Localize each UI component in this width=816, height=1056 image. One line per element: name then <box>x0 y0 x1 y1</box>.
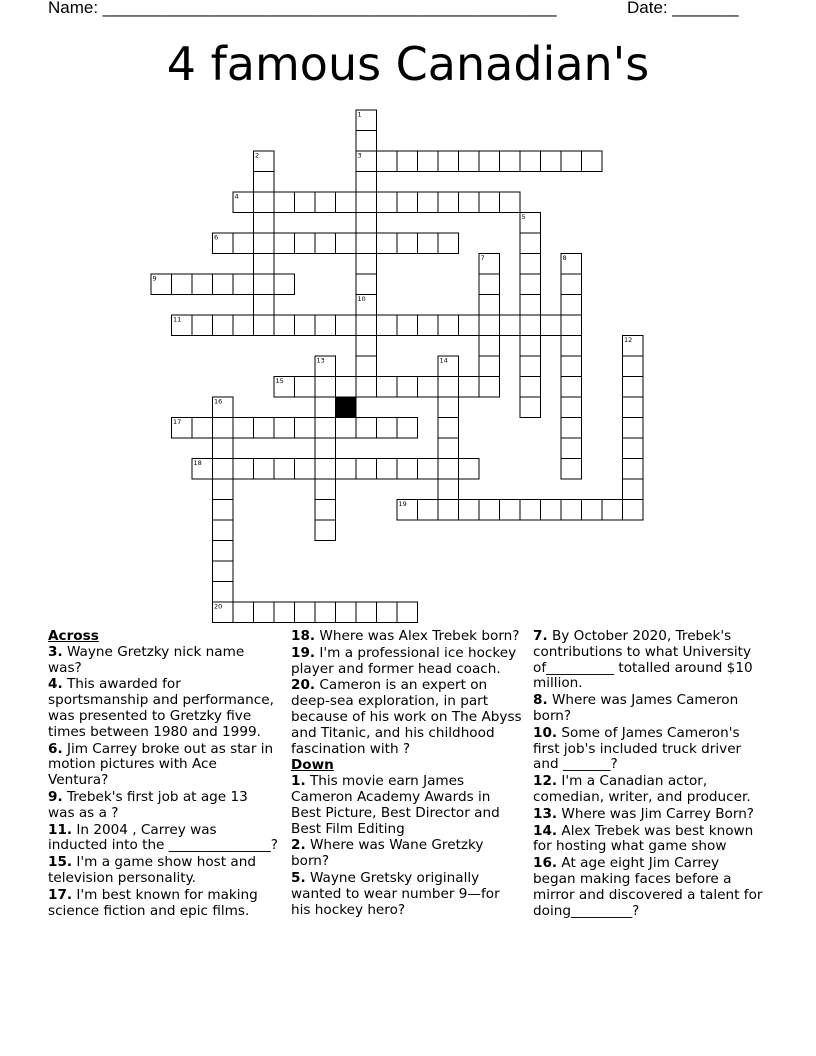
grid-cell[interactable] <box>315 418 336 439</box>
grid-cell[interactable] <box>397 459 418 480</box>
grid-cell[interactable] <box>459 377 480 398</box>
grid-cell[interactable] <box>520 254 541 275</box>
clue-number-label: 10. <box>533 724 558 741</box>
grid-cell[interactable] <box>315 520 336 541</box>
grid-cell[interactable] <box>295 315 316 336</box>
grid-cell[interactable] <box>623 500 644 521</box>
clue-number: 19 <box>398 500 407 508</box>
grid-cell[interactable] <box>459 500 480 521</box>
grid-cell[interactable] <box>397 192 418 213</box>
clue-number: 16 <box>214 397 223 406</box>
clue-text: I'm a Canadian actor, comedian, writer, and producer. <box>533 773 751 805</box>
clue-number: 10 <box>357 295 366 303</box>
grid-cell[interactable] <box>459 315 480 336</box>
grid-cell[interactable] <box>315 315 336 336</box>
clue-number-label: 15. <box>48 854 73 871</box>
grid-cell[interactable] <box>213 582 234 603</box>
grid-cell[interactable] <box>438 233 459 254</box>
grid-cell[interactable] <box>254 192 275 213</box>
clue-text: Where was Wane Gretzky born? <box>291 837 484 870</box>
middle-clues-column <box>291 629 523 919</box>
grid-cell[interactable] <box>254 602 275 623</box>
grid-cell[interactable] <box>274 377 295 398</box>
grid-cell[interactable] <box>274 418 295 439</box>
grid-cell[interactable] <box>418 192 439 213</box>
grid-cell[interactable] <box>274 602 295 623</box>
clue-text: This awarded for sportsmanship and performance, was presented to Gretzky five times between 1980 and 1999. <box>48 676 274 740</box>
grid-cell[interactable] <box>623 418 644 439</box>
clue-text: Jim Carrey broke out as star in motion pictures with Ace Ventura? <box>48 740 274 789</box>
page-title: 4 famous Canadian's <box>166 37 650 91</box>
clue-number: 9 <box>152 274 157 283</box>
clue-item <box>291 774 523 837</box>
grid-cell[interactable] <box>336 377 357 398</box>
grid-cell[interactable] <box>254 254 275 275</box>
grid-cell[interactable] <box>356 131 377 152</box>
grid-cell[interactable] <box>397 315 418 336</box>
grid-cell[interactable] <box>315 500 336 521</box>
grid-cell[interactable] <box>213 479 234 500</box>
grid-cell[interactable] <box>295 459 316 480</box>
grid-cell[interactable] <box>254 233 275 254</box>
grid-cell[interactable] <box>397 418 418 439</box>
grid-cell[interactable] <box>623 397 644 418</box>
clue-number: 8 <box>562 254 567 262</box>
clue-item <box>533 807 765 823</box>
grid-cell[interactable] <box>356 459 377 480</box>
grid-cell[interactable] <box>623 336 644 357</box>
clue-number-label: 1. <box>291 773 306 790</box>
clue-text: Wayne Gretsky originally wanted to wear number 9—for his hockey hero? <box>291 869 500 918</box>
grid-cell[interactable] <box>295 192 316 213</box>
grid-cell[interactable] <box>397 233 418 254</box>
grid-cell[interactable] <box>356 377 377 398</box>
grid-cell[interactable] <box>233 459 254 480</box>
grid-cell[interactable] <box>233 233 254 254</box>
grid-cell[interactable] <box>561 254 582 275</box>
grid-cell[interactable] <box>356 151 377 172</box>
grid-cell[interactable] <box>397 151 418 172</box>
grid-cell[interactable] <box>459 192 480 213</box>
grid-cell[interactable] <box>254 295 275 316</box>
clue-item <box>533 726 765 773</box>
grid-cell[interactable] <box>213 438 234 459</box>
grid-cell[interactable] <box>356 110 377 131</box>
clue-number-label: 7. <box>533 628 548 644</box>
clue-text: Cameron is an expert on deep-sea exploration, in part because of his work on The Abyss and Titanic, and his childhood fascination with ? <box>291 677 522 757</box>
clue-item <box>48 855 278 887</box>
grid-cell[interactable] <box>479 500 500 521</box>
down-heading: Down <box>291 757 334 774</box>
clue-item <box>533 774 765 806</box>
grid-cell[interactable] <box>479 274 500 295</box>
grid-cell[interactable] <box>479 151 500 172</box>
clue-text: Where was Jim Carrey Born? <box>557 805 755 822</box>
clue-number: 6 <box>214 233 219 242</box>
grid-cell[interactable] <box>479 377 500 398</box>
grid-cell[interactable] <box>233 315 254 336</box>
grid-cell[interactable] <box>356 172 377 193</box>
grid-cell[interactable] <box>233 602 254 623</box>
clue-number: 7 <box>480 254 485 262</box>
clue-text: I'm a game show host and television personality. <box>48 854 256 886</box>
grid-cell[interactable] <box>438 438 459 459</box>
grid-cell[interactable] <box>254 459 275 480</box>
clue-item <box>48 888 278 920</box>
grid-cell[interactable] <box>254 213 275 234</box>
grid-cell[interactable] <box>561 151 582 172</box>
grid-cell[interactable] <box>500 315 521 336</box>
clue-text: By October 2020, Trebek's contributions to what University of__________ totalled around $10 million. <box>533 628 753 692</box>
grid-cell[interactable] <box>397 377 418 398</box>
clue-text: Where was James Cameron born? <box>533 692 739 724</box>
grid-cell[interactable] <box>295 377 316 398</box>
grid-cell[interactable] <box>561 397 582 418</box>
grid-cell[interactable] <box>274 192 295 213</box>
clue-item <box>291 838 523 870</box>
clue-number-label: 17. <box>48 886 73 903</box>
name-field-label: Name: ________________________________________________ <box>48 0 557 17</box>
clue-text: In 2004 , Carrey was inducted into the _______________? <box>48 821 278 854</box>
grid-cell[interactable] <box>418 459 439 480</box>
clue-text: Alex Trebek was best known for hosting what game show <box>533 822 754 855</box>
clue-number: 20 <box>214 602 223 611</box>
grid-cell[interactable] <box>356 602 377 623</box>
grid-cell[interactable] <box>295 602 316 623</box>
grid-cell[interactable] <box>336 192 357 213</box>
grid-cell[interactable] <box>377 602 398 623</box>
clue-number-label: 20. <box>291 677 316 694</box>
clue-item <box>533 629 765 692</box>
clue-item <box>291 646 523 678</box>
grid-cell[interactable] <box>520 500 541 521</box>
grid-cell[interactable] <box>520 295 541 316</box>
grid-cell[interactable] <box>356 274 377 295</box>
clue-number-label: 8. <box>533 692 548 709</box>
grid-cell[interactable] <box>172 418 193 439</box>
clue-text: I'm best known for making science fiction and epic films. <box>48 886 258 919</box>
grid-cell[interactable] <box>438 192 459 213</box>
grid-cell[interactable] <box>336 315 357 336</box>
grid-cell[interactable] <box>561 295 582 316</box>
grid-cell[interactable] <box>315 479 336 500</box>
clue-number: 15 <box>275 377 284 385</box>
grid-cell[interactable] <box>213 459 234 480</box>
grid-cell[interactable] <box>377 233 398 254</box>
clue-item <box>48 677 278 740</box>
grid-cell[interactable] <box>356 254 377 275</box>
clue-number-label: 16. <box>533 855 558 872</box>
grid-cell[interactable] <box>418 233 439 254</box>
grid-cell[interactable] <box>561 459 582 480</box>
grid-cell[interactable] <box>274 274 295 295</box>
clue-number: 2 <box>255 151 260 160</box>
clue-text: Where was Alex Trebek born? <box>315 628 520 644</box>
clue-number-label: 13. <box>533 805 558 822</box>
grid-cell[interactable] <box>254 172 275 193</box>
grid-cell[interactable] <box>438 397 459 418</box>
grid-cell[interactable] <box>500 500 521 521</box>
grid-cell[interactable] <box>561 274 582 295</box>
grid-cell[interactable] <box>336 233 357 254</box>
grid-cell[interactable] <box>192 418 213 439</box>
clue-number-label: 2. <box>291 837 306 854</box>
grid-cell[interactable] <box>438 151 459 172</box>
grid-cell[interactable] <box>315 377 336 398</box>
clue-item <box>48 742 278 789</box>
clue-text: Some of James Cameron's first job's included truck driver and _______? <box>533 724 742 773</box>
grid-cell[interactable] <box>438 479 459 500</box>
grid-cell[interactable] <box>356 356 377 377</box>
grid-cell[interactable] <box>418 500 439 521</box>
grid-cell[interactable] <box>315 397 336 418</box>
grid-cell[interactable] <box>438 500 459 521</box>
clue-number-label: 11. <box>48 821 73 838</box>
clue-number-label: 6. <box>48 740 63 757</box>
grid-cell[interactable] <box>418 377 439 398</box>
grid-cell[interactable] <box>561 418 582 439</box>
grid-cell[interactable] <box>561 377 582 398</box>
grid-cell[interactable] <box>213 397 234 418</box>
grid-cell[interactable] <box>295 233 316 254</box>
grid-cell[interactable] <box>377 459 398 480</box>
grid-cell[interactable] <box>418 151 439 172</box>
grid-cell[interactable] <box>541 315 562 336</box>
grid-cell[interactable] <box>213 233 234 254</box>
clue-number-label: 18. <box>291 628 316 644</box>
clue-text: This movie earn James Cameron Academy Awards in Best Picture, Best Director and Best Film Editing <box>291 773 500 837</box>
grid-cell[interactable] <box>213 602 234 623</box>
grid-cell[interactable] <box>479 315 500 336</box>
grid-cell[interactable] <box>561 315 582 336</box>
grid-cell[interactable] <box>315 192 336 213</box>
clue-item <box>533 856 765 919</box>
across-heading: Across <box>48 628 99 644</box>
grid-cell[interactable] <box>520 274 541 295</box>
clue-text: I'm a professional ice hockey player and former head coach. <box>291 644 517 677</box>
grid-cell[interactable] <box>582 151 603 172</box>
date-field-label: Date: _______ <box>627 0 739 17</box>
grid-cell[interactable] <box>623 459 644 480</box>
grid-cell[interactable] <box>479 254 500 275</box>
grid-cell[interactable] <box>438 377 459 398</box>
grid-cell[interactable] <box>377 418 398 439</box>
clue-item <box>48 645 278 677</box>
grid-cell[interactable] <box>377 315 398 336</box>
grid-cell[interactable] <box>315 438 336 459</box>
grid-cell[interactable] <box>356 336 377 357</box>
grid-cell[interactable] <box>172 274 193 295</box>
grid-cell[interactable] <box>459 459 480 480</box>
grid-cell[interactable] <box>479 192 500 213</box>
grid-cell[interactable] <box>520 336 541 357</box>
grid-cell[interactable] <box>561 438 582 459</box>
clue-text: Trebek's first job at age 13 was as a ? <box>48 788 248 821</box>
grid-cell[interactable] <box>623 438 644 459</box>
grid-cell[interactable] <box>315 356 336 377</box>
clue-number: 5 <box>521 213 526 221</box>
grid-cell[interactable] <box>377 151 398 172</box>
grid-cell[interactable] <box>192 459 213 480</box>
grid-cell[interactable] <box>397 500 418 521</box>
clue-number: 11 <box>173 315 182 324</box>
grid-cell[interactable] <box>520 233 541 254</box>
grid-cell[interactable] <box>377 192 398 213</box>
grid-cell[interactable] <box>561 336 582 357</box>
grid-cell[interactable] <box>356 418 377 439</box>
grid-cell[interactable] <box>336 459 357 480</box>
clue-number: 12 <box>624 336 633 344</box>
right-clues-column <box>533 629 765 920</box>
grid-cell[interactable] <box>500 192 521 213</box>
grid-cell[interactable] <box>520 377 541 398</box>
grid-cell[interactable] <box>213 541 234 562</box>
grid-cell[interactable] <box>233 274 254 295</box>
grid-cell[interactable] <box>623 356 644 377</box>
grid-cell[interactable] <box>520 397 541 418</box>
grid-cell[interactable] <box>377 377 398 398</box>
grid-cell[interactable] <box>192 274 213 295</box>
grid-cell[interactable] <box>418 315 439 336</box>
clue-number: 3 <box>357 151 362 160</box>
clue-number: 4 <box>234 192 239 201</box>
grid-cell[interactable] <box>479 336 500 357</box>
clue-number: 17 <box>173 418 182 426</box>
clue-number-label: 5. <box>291 869 306 886</box>
clue-number: 1 <box>357 110 362 119</box>
grid-cell[interactable] <box>479 295 500 316</box>
grid-cell[interactable] <box>254 151 275 172</box>
grid-cell[interactable] <box>479 356 500 377</box>
grid-cell[interactable] <box>213 561 234 582</box>
grid-cell[interactable] <box>582 500 603 521</box>
grid-cell[interactable] <box>315 459 336 480</box>
across-clues-column <box>48 629 278 920</box>
grid-cell[interactable] <box>397 602 418 623</box>
grid-cell[interactable] <box>151 274 172 295</box>
grid-cell[interactable] <box>315 602 336 623</box>
grid-cell[interactable] <box>356 192 377 213</box>
clue-item <box>291 871 523 918</box>
grid-cell[interactable] <box>356 315 377 336</box>
clue-item <box>291 678 523 757</box>
grid-cell[interactable] <box>274 315 295 336</box>
grid-cell[interactable] <box>295 418 316 439</box>
grid-cell[interactable] <box>233 418 254 439</box>
grid-cell[interactable] <box>172 315 193 336</box>
clue-item <box>48 790 278 822</box>
grid-cell[interactable] <box>213 274 234 295</box>
grid-cell[interactable] <box>520 213 541 234</box>
clue-item <box>291 629 523 645</box>
grid-cell[interactable] <box>561 500 582 521</box>
grid-cell[interactable] <box>438 356 459 377</box>
grid-cell[interactable] <box>356 233 377 254</box>
grid-cell[interactable] <box>541 500 562 521</box>
grid-cell[interactable] <box>561 356 582 377</box>
grid-cell[interactable] <box>274 459 295 480</box>
clue-item <box>533 824 765 856</box>
grid-cell[interactable] <box>213 520 234 541</box>
grid-cell[interactable] <box>438 315 459 336</box>
grid-cell[interactable] <box>213 500 234 521</box>
grid-cell[interactable] <box>233 192 254 213</box>
grid-cell[interactable] <box>274 233 295 254</box>
clue-number: 13 <box>316 356 325 365</box>
clue-number-label: 19. <box>291 644 316 661</box>
grid-cell[interactable] <box>500 151 521 172</box>
clue-number-label: 4. <box>48 676 63 693</box>
grid-cell[interactable] <box>623 479 644 500</box>
blocked-cell <box>336 397 357 418</box>
clue-text: At age eight Jim Carrey began making faces before a mirror and discovered a talent for doing_________? <box>533 855 763 919</box>
clue-number: 18 <box>193 459 202 467</box>
grid-cell[interactable] <box>192 315 213 336</box>
clue-number-label: 3. <box>48 643 63 660</box>
clue-item <box>48 823 278 855</box>
grid-cell[interactable] <box>336 418 357 439</box>
grid-cell[interactable] <box>254 274 275 295</box>
grid-cell[interactable] <box>213 315 234 336</box>
grid-cell[interactable] <box>541 151 562 172</box>
grid-cell[interactable] <box>623 377 644 398</box>
grid-cell[interactable] <box>438 418 459 439</box>
grid-cell[interactable] <box>254 418 275 439</box>
clue-number-label: 12. <box>533 773 558 790</box>
grid-cell[interactable] <box>520 356 541 377</box>
grid-cell[interactable] <box>213 418 234 439</box>
grid-cell[interactable] <box>438 459 459 480</box>
clue-number-label: 9. <box>48 788 63 805</box>
grid-cell[interactable] <box>315 233 336 254</box>
grid-cell[interactable] <box>520 315 541 336</box>
grid-cell[interactable] <box>356 213 377 234</box>
clue-number-label: 14. <box>533 822 558 839</box>
clue-item <box>533 693 765 725</box>
clue-text: Wayne Gretzky nick name was? <box>48 643 245 676</box>
grid-cell[interactable] <box>602 500 623 521</box>
grid-cell[interactable] <box>336 602 357 623</box>
clue-number: 14 <box>439 356 448 365</box>
grid-cell[interactable] <box>356 295 377 316</box>
grid-cell[interactable] <box>459 151 480 172</box>
grid-cell[interactable] <box>520 151 541 172</box>
grid-cell[interactable] <box>254 315 275 336</box>
